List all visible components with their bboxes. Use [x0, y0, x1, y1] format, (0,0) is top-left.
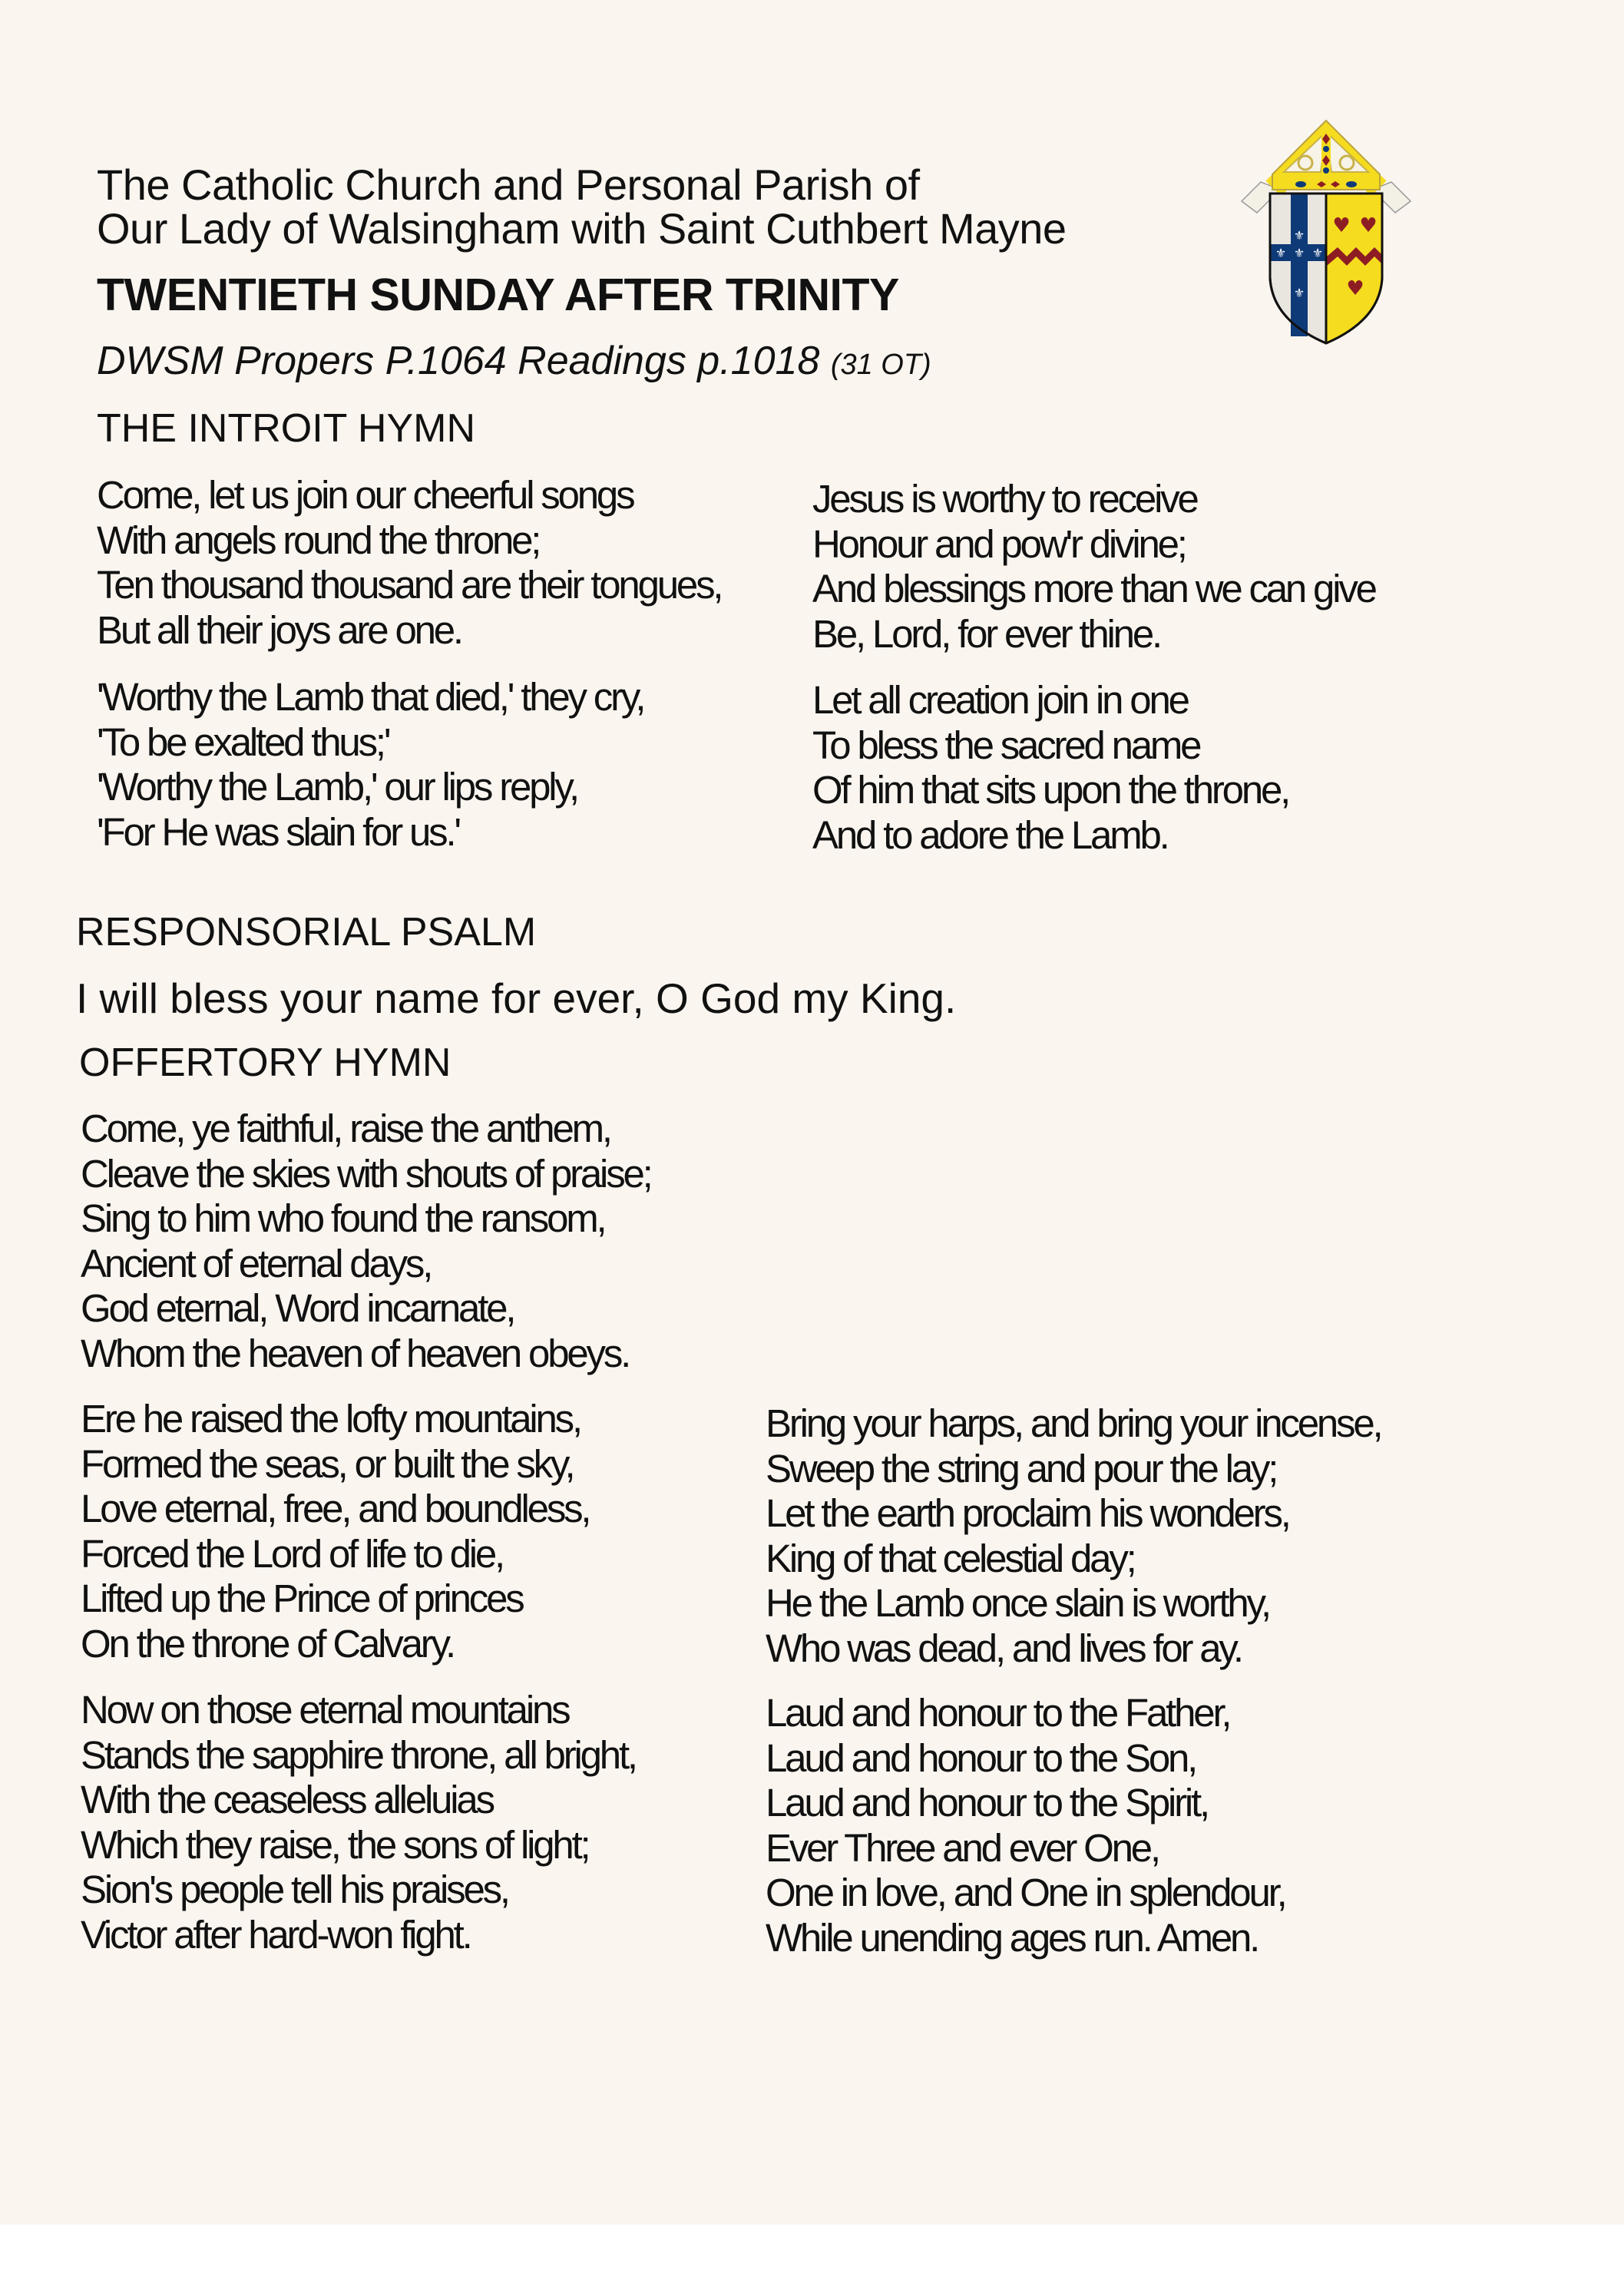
- introit-heading: THE INTROIT HYMN: [97, 406, 476, 451]
- verse-line: Formed the seas, or built the sky,: [81, 1441, 574, 1486]
- verse-line: Laud and honour to the Father,: [766, 1691, 1230, 1735]
- svg-text:⚜: ⚜: [1293, 246, 1305, 260]
- verse-line: On the throne of Calvary.: [81, 1621, 455, 1666]
- verse-line: Sweep the string and pour the lay;: [766, 1446, 1277, 1490]
- verse-line: Now on those eternal mountains: [81, 1688, 569, 1732]
- verse-line: One in love, and One in splendour,: [766, 1871, 1285, 1914]
- svg-text:⚜: ⚜: [1275, 246, 1287, 260]
- verse-line: Ere he raised the lofty mountains,: [81, 1397, 580, 1441]
- introit-verse-4: [812, 678, 1288, 858]
- offertory-verse-4: [766, 1401, 1381, 1671]
- verse-line: He the Lamb once slain is worthy,: [766, 1581, 1269, 1625]
- verse-line: Be, Lord, for ever thine.: [812, 611, 1160, 656]
- verse-line: Come, let us join our cheerful songs: [97, 473, 633, 517]
- verse-line: Victor after hard-won fight.: [81, 1912, 471, 1957]
- verse-line: Let all creation join in one: [812, 678, 1188, 722]
- coat-of-arms-icon: [1238, 117, 1414, 347]
- verse-line: Lifted up the Prince of princes: [81, 1576, 523, 1620]
- verse-line: Ten thousand thousand are their tongues,: [97, 563, 722, 607]
- svg-text:♥: ♥: [1346, 277, 1364, 300]
- offertory-heading: OFFERTORY HYMN: [79, 1040, 451, 1085]
- verse-line: But all their joys are one.: [97, 607, 461, 652]
- verse-line: Love eternal, free, and boundless,: [81, 1487, 590, 1530]
- verse-line: Ever Three and ever One,: [766, 1825, 1159, 1870]
- verse-line: Bring your harps, and bring your incense,: [766, 1401, 1381, 1445]
- svg-text:⚜: ⚜: [1293, 228, 1305, 243]
- svg-text:♥: ♥: [1359, 214, 1378, 237]
- verse-line: Jesus is worthy to receive: [812, 477, 1197, 521]
- psalm-response: I will bless your name for ever, O God my King.: [76, 974, 957, 1022]
- introit-verse-1: [97, 473, 721, 653]
- verse-line: Which they raise, the sons of light;: [81, 1822, 589, 1867]
- verse-line: Sing to him who found the ransom,: [81, 1196, 605, 1240]
- offertory-verse-1: [81, 1107, 651, 1376]
- parish-name: [97, 160, 1067, 253]
- references-text: DWSM Propers P.1064 Readings p.1018: [97, 339, 831, 383]
- verse-line: Forced the Lord of life to die,: [81, 1531, 504, 1576]
- verse-line: Ancient of eternal days,: [81, 1241, 432, 1285]
- verse-line: To bless the sacred name: [812, 723, 1200, 767]
- verse-line: Stands the sapphire throne, all bright,: [81, 1732, 636, 1777]
- verse-line: Let the earth proclaim his wonders,: [766, 1491, 1289, 1535]
- psalm-heading: RESPONSORIAL PSALM: [76, 910, 537, 954]
- verse-line: Cleave the skies with shouts of praise;: [81, 1151, 651, 1196]
- verse-line: Laud and honour to the Spirit,: [766, 1781, 1208, 1825]
- verse-line: While unending ages run. Amen.: [766, 1915, 1259, 1960]
- offertory-verse-5: [766, 1691, 1285, 1960]
- verse-line: With angels round the throne;: [97, 518, 540, 562]
- offertory-verse-2: [81, 1397, 589, 1666]
- verse-line: Whom the heaven of heaven obeys.: [81, 1331, 630, 1375]
- references: [97, 338, 931, 384]
- verse-line: Come, ye faithful, raise the anthem,: [81, 1107, 610, 1150]
- offertory-verse-3: [81, 1688, 636, 1957]
- verse-line: Of him that sits upon the throne,: [812, 768, 1289, 812]
- references-note: (31 OT): [830, 349, 931, 381]
- page-title: TWENTIETH SUNDAY AFTER TRINITY: [97, 270, 899, 320]
- verse-line: 'For He was slain for us.': [97, 809, 459, 854]
- verse-line: 'To be exalted thus;': [97, 720, 389, 764]
- parish-line-2: Our Lady of Walsingham with Saint Cuthbert Mayne: [97, 204, 1067, 253]
- svg-text:♥: ♥: [1332, 214, 1351, 237]
- verse-line: With the ceaseless alleluias: [81, 1778, 493, 1821]
- svg-text:⚜: ⚜: [1293, 286, 1305, 300]
- verse-line: Who was dead, and lives for ay.: [766, 1626, 1242, 1670]
- verse-line: 'Worthy the Lamb that died,' they cry,: [97, 675, 644, 719]
- verse-line: 'Worthy the Lamb,' our lips reply,: [97, 765, 577, 809]
- verse-line: King of that celestial day;: [766, 1536, 1135, 1580]
- svg-text:⚜: ⚜: [1311, 246, 1324, 260]
- verse-line: God eternal, Word incarnate,: [81, 1286, 514, 1330]
- verse-line: Laud and honour to the Son,: [766, 1735, 1196, 1780]
- verse-line: Sion's people tell his praises,: [81, 1868, 508, 1911]
- verse-line: Honour and pow'r divine;: [812, 521, 1186, 566]
- introit-verse-3: [812, 477, 1375, 657]
- introit-verse-2: [97, 675, 643, 855]
- verse-line: And to adore the Lamb.: [812, 812, 1168, 857]
- verse-line: And blessings more than we can give: [812, 567, 1375, 610]
- parish-line-1: The Catholic Church and Personal Parish of: [97, 160, 920, 209]
